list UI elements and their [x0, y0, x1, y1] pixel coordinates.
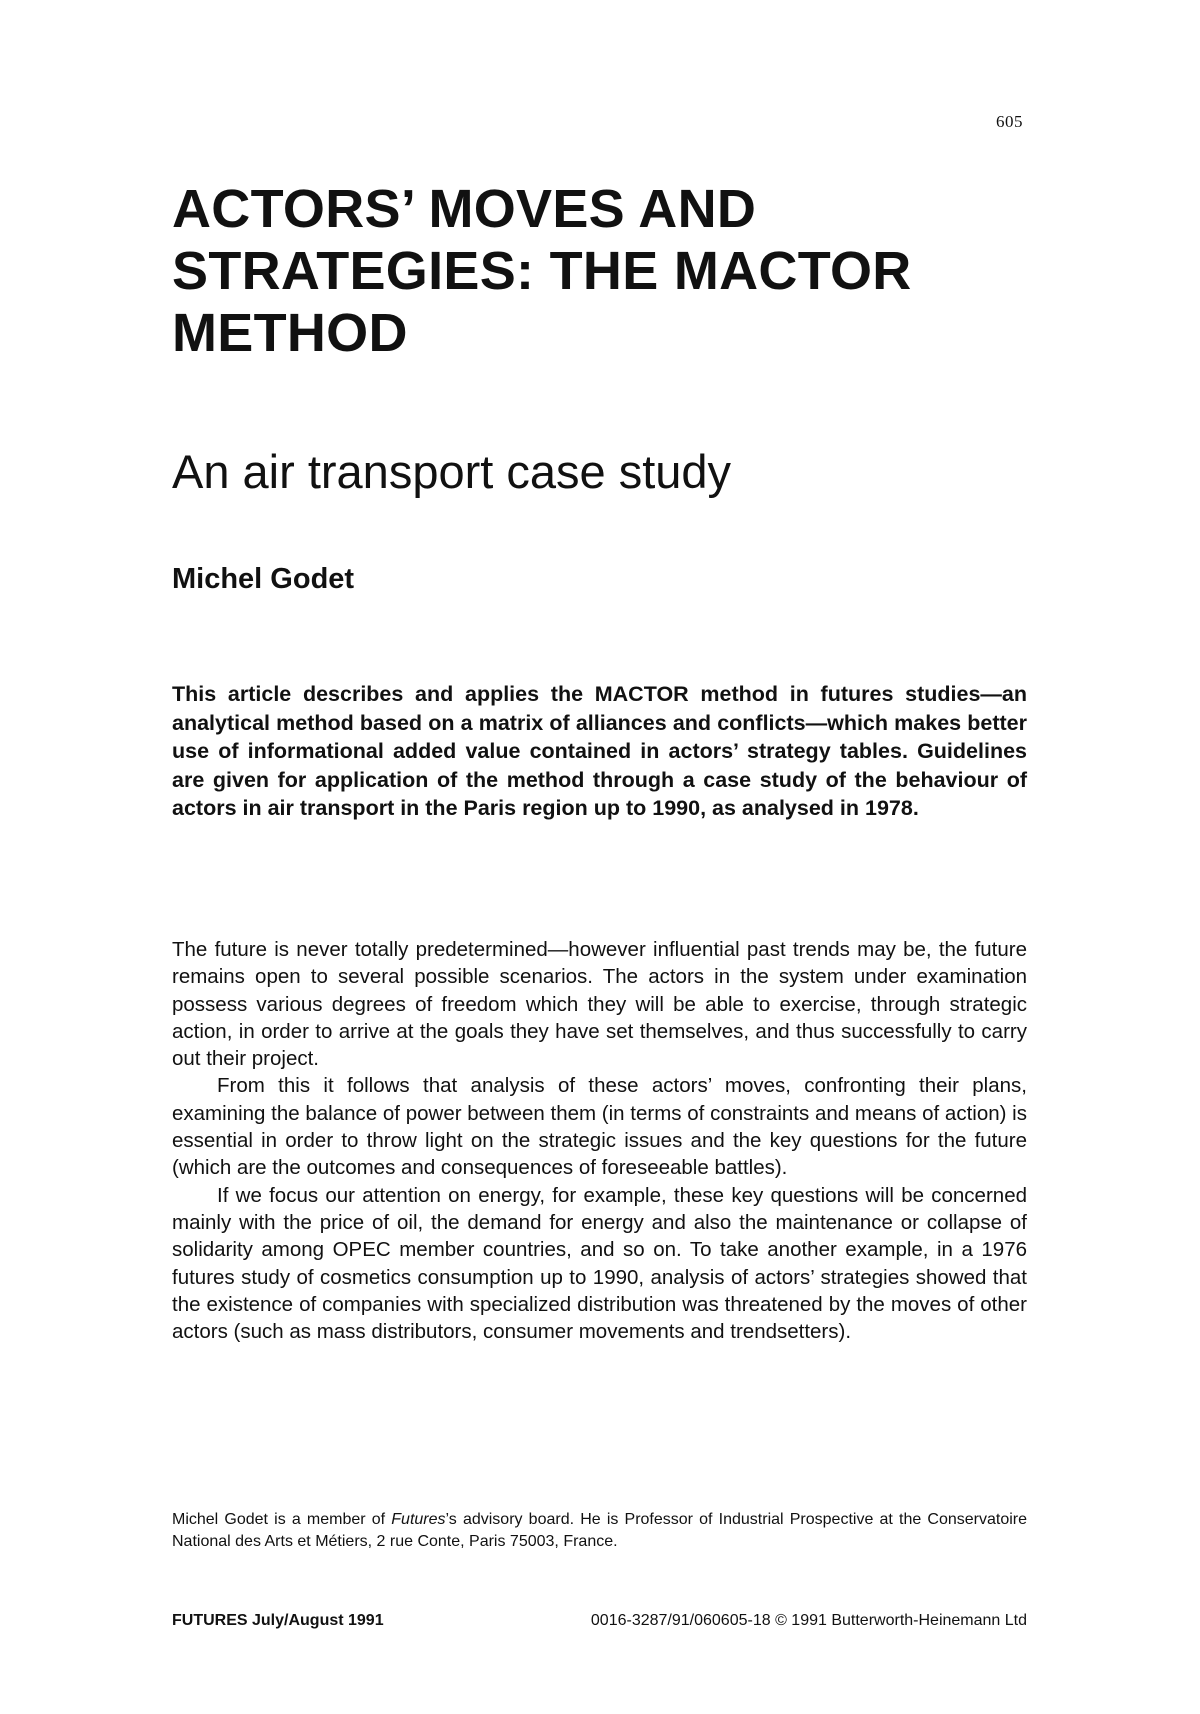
paragraph-3: If we focus our attention on energy, for example, these key questions will be concerned mainly with the price of oil, the demand for energy and also the maintenance or collapse of solidarity among OPEC member countries, and so on. To take another example, in a 1976 futures study of cosmetics consumption up to 1990, analysis of actors’ strategies showed that the existence of companies with specialized distribution was threatened by the moves of other actors (such as mass distributors, consumer movements and trendsetters). — [172, 1183, 1027, 1344]
title-line-1: ACTORS’ MOVES AND — [172, 179, 757, 239]
article-title — [172, 178, 1032, 364]
body-text — [172, 936, 1027, 1345]
footer-journal-issue: FUTURES July/August 1991 — [172, 1612, 384, 1629]
footnote-journal: Futures — [391, 1511, 446, 1528]
paragraph-2: From this it follows that analysis of these actors’ moves, confronting their plans, examining the balance of power between them (in terms of constraints and means of action) is essential in order to throw light on the strategic issues and the key questions for the future (which are the outcomes and consequences of foreseeable battles). — [172, 1074, 1027, 1180]
title-line-2: STRATEGIES: THE MACTOR — [172, 241, 912, 301]
article-subtitle: An air transport case study — [172, 445, 732, 498]
footer-copyright: 0016-3287/91/060605-18 © 1991 Butterworth-Heinemann Ltd — [590, 1612, 1027, 1629]
paragraph-1: The future is never totally predetermined—however influential past trends may be, the future remains open to several possible scenarios. The actors in the system under examination possess various degrees of freedom which they will be able to exercise, through strategic action, in order to arrive at the goals they have set themselves, and thus successfully to carry out their project. — [172, 938, 1027, 1071]
page-number: 605 — [996, 112, 1023, 131]
title-line-3: METHOD — [172, 303, 408, 363]
author-footnote — [172, 1509, 1027, 1553]
footnote-suffix: ’s advisory board. He is Professor of Industrial Prospective at the Conservatoire National des Arts et Métiers, 2 rue Conte, Paris 75003, France. — [172, 1511, 1028, 1550]
author-name: Michel Godet — [172, 563, 355, 595]
abstract: This article describes and applies the MACTOR method in futures studies—an analytical method based on a matrix of alliances and conflicts—which makes better use of informational added value contained in actors’ strategy tables. Guidelines are given for application of the method through a case study of the behaviour of actors in air transport in the Paris region up to 1990, as analysed in 1978. — [172, 682, 1027, 820]
footnote-prefix: Michel Godet is a member of — [172, 1511, 392, 1528]
